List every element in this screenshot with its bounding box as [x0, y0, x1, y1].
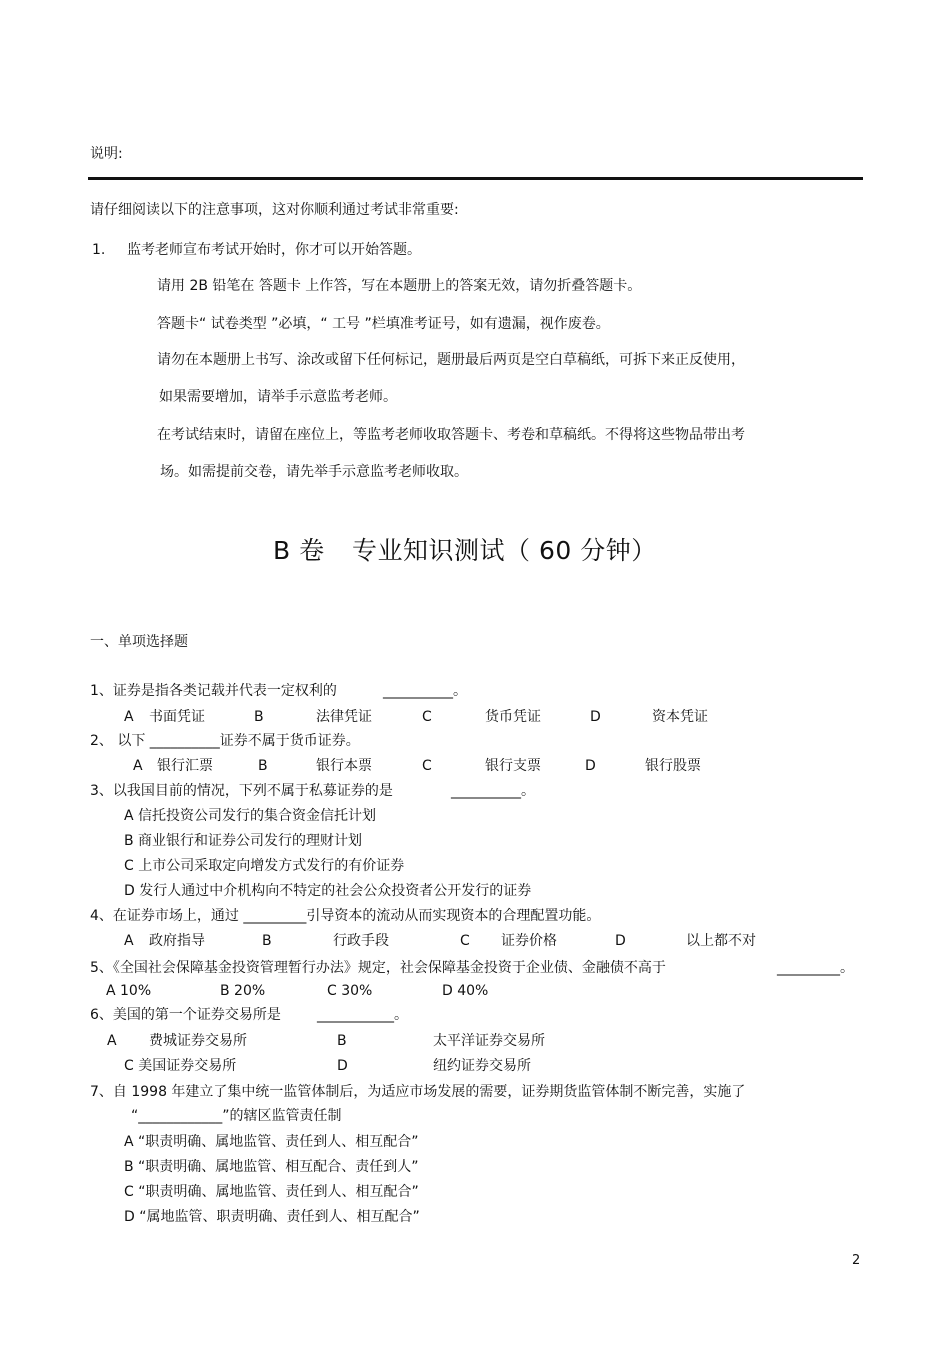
option-text: 资本凭证	[652, 709, 708, 725]
option: B 20%	[220, 983, 266, 999]
page-number: 2	[852, 1253, 861, 1268]
note-label: 说明:	[90, 146, 123, 162]
option: A 信托投资公司发行的集合资金信托计划	[124, 808, 377, 824]
option-letter: D	[337, 1058, 348, 1074]
option-text: 法律凭证	[316, 709, 372, 725]
question-5-blank: _________。	[777, 960, 854, 976]
header-divider	[88, 177, 863, 180]
option: C 30%	[327, 983, 373, 999]
question-3-blank: __________。	[451, 783, 535, 799]
option-text: 银行支票	[485, 758, 541, 774]
option-text: 行政手段	[333, 933, 389, 949]
option: C “职责明确、属地监管、责任到人、相互配合”	[124, 1184, 419, 1200]
option-letter: A	[124, 709, 134, 725]
option-letter: B	[254, 709, 264, 725]
instruction-line-3: 答题卡“ 试卷类型 ”必填，“ 工号 ”栏填准考证号，如有遗漏，视作废卷。	[157, 316, 610, 332]
option-letter: A	[107, 1033, 117, 1049]
question-6-stem: 6、美国的第一个证券交易所是	[90, 1007, 281, 1023]
instruction-line-2: 请用 2B 铅笔在 答题卡 上作答，写在本题册上的答案无效，请勿折叠答题卡。	[157, 278, 642, 294]
option-text: 以上都不对	[686, 933, 756, 949]
question-1-stem: 1、证券是指各类记载并代表一定权利的	[90, 683, 337, 699]
option-text: 纽约证券交易所	[433, 1058, 531, 1074]
option-letter: D	[615, 933, 626, 949]
instruction-line-7: 场。如需提前交卷，请先举手示意监考老师收取。	[160, 464, 468, 480]
option: D “属地监管、职责明确、责任到人、相互配合”	[124, 1209, 420, 1225]
option-text: 书面凭证	[149, 709, 205, 725]
option: A 10%	[106, 983, 152, 999]
option-text: 政府指导	[149, 933, 205, 949]
option-letter: C	[460, 933, 470, 949]
question-7-stem-continued: “____________”的辖区监管责任制	[131, 1108, 342, 1124]
option: D 40%	[442, 983, 489, 999]
section-heading: 一、单项选择题	[90, 634, 188, 650]
question-1-blank: __________。	[383, 683, 467, 699]
option: A “职责明确、属地监管、责任到人、相互配合”	[124, 1134, 419, 1150]
option-text: 银行汇票	[157, 758, 213, 774]
question-2-stem: 2、 以下 __________证券不属于货币证券。	[90, 733, 360, 749]
instruction-line-6: 在考试结束时，请留在座位上，等监考老师收取答题卡、考卷和草稿纸。不得将这些物品带出考	[157, 427, 745, 443]
section-title-part-1: B 卷	[273, 536, 325, 565]
option-letter: C	[422, 758, 432, 774]
option-text: 太平洋证券交易所	[433, 1033, 545, 1049]
question-3-stem: 3、以我国目前的情况，下列不属于私募证券的是	[90, 783, 393, 799]
option-letter: A	[124, 933, 134, 949]
option-letter: A	[133, 758, 143, 774]
option: D 发行人通过中介机构向不特定的社会公众投资者公开发行的证券	[124, 883, 532, 899]
option-letter: D	[590, 709, 601, 725]
option-text: 银行本票	[316, 758, 372, 774]
option-text: 费城证券交易所	[149, 1033, 247, 1049]
option-text: 银行股票	[645, 758, 701, 774]
option: B 商业银行和证券公司发行的理财计划	[124, 833, 363, 849]
question-7-stem: 7、自 1998 年建立了集中统一监管体制后，为适应市场发展的需要，证券期货监管体制不断完善，实施了	[90, 1084, 746, 1100]
question-4-stem: 4、在证券市场上，通过 _________引导资本的流动从而实现资本的合理配置功能。	[90, 908, 601, 924]
option-letter: B	[262, 933, 272, 949]
question-5-stem: 5、《全国社会保障基金投资管理暂行办法》规定，社会保障基金投资于企业债、金融债不高于	[90, 960, 666, 976]
instruction-item-number: 1.	[92, 242, 106, 258]
option-text: 证券价格	[501, 933, 557, 949]
option-letter: C	[422, 709, 432, 725]
option: B “职责明确、属地监管、相互配合、责任到人”	[124, 1159, 419, 1175]
option: C 上市公司采取定向增发方式发行的有价证券	[124, 858, 405, 874]
instructions-intro: 请仔细阅读以下的注意事项，这对你顺利通过考试非常重要:	[90, 202, 459, 218]
question-6-blank: ___________。	[317, 1007, 408, 1023]
option-letter: D	[585, 758, 596, 774]
instruction-item-text: 监考老师宣布考试开始时，你才可以开始答题。	[127, 242, 421, 258]
section-title-part-2: 专业知识测试（ 60 分钟）	[352, 536, 657, 565]
option-text: 货币凭证	[485, 709, 541, 725]
option-letter: B	[258, 758, 268, 774]
instruction-line-4: 请勿在本题册上书写、涂改或留下任何标记，题册最后两页是空白草稿纸，可拆下来正反使用，	[157, 352, 745, 368]
instruction-line-5: 如果需要增加，请举手示意监考老师。	[159, 389, 397, 405]
option-letter: B	[337, 1033, 347, 1049]
option: C 美国证券交易所	[124, 1058, 237, 1074]
